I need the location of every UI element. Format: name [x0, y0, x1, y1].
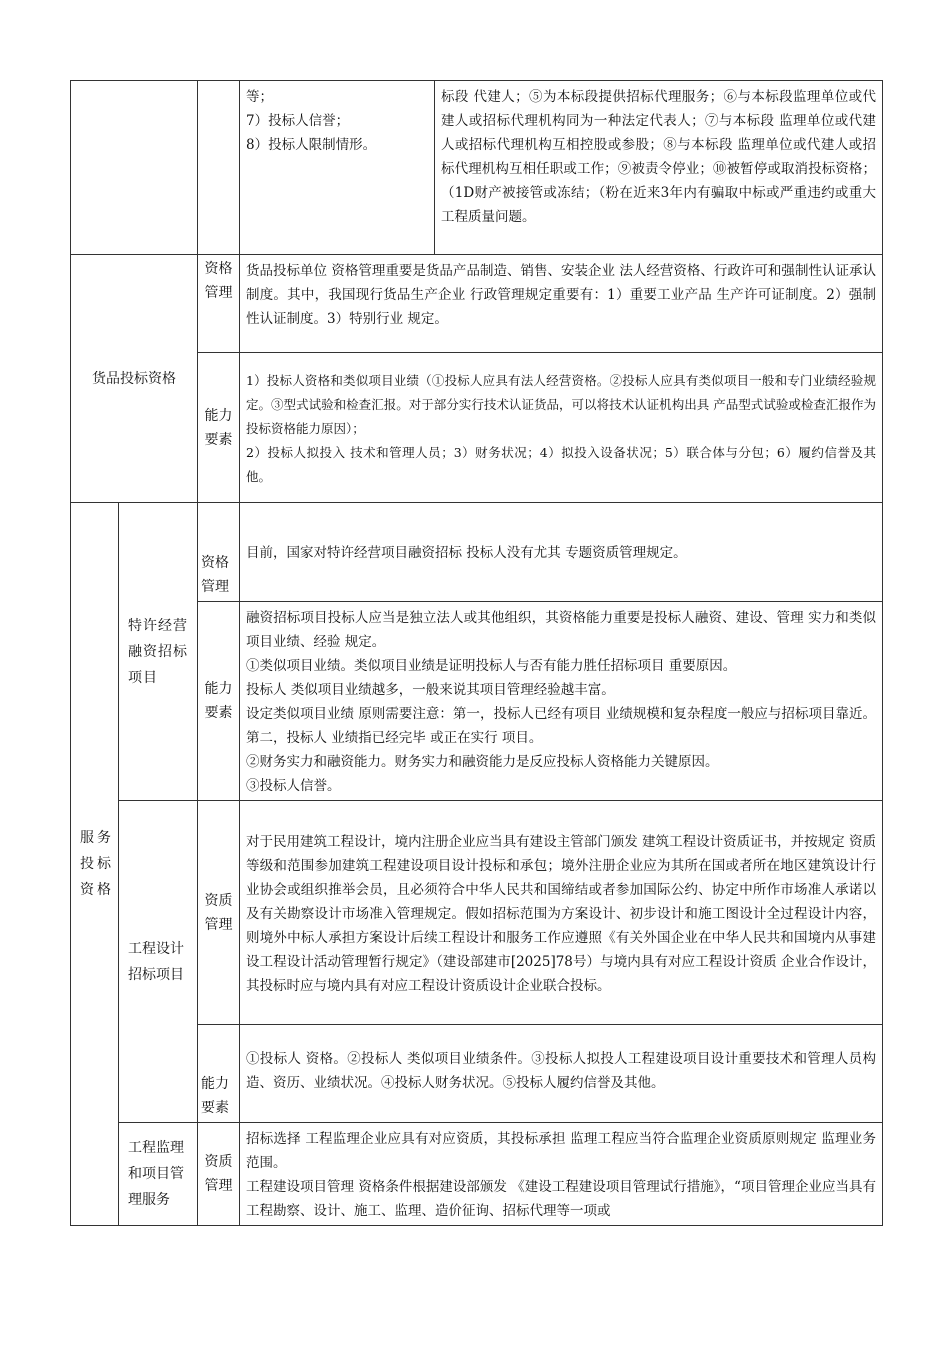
supervision-qual-cell	[240, 1123, 883, 1226]
supervision-qual-line: 工程建设项目管理 资格条件根据建设部颁发 《建设工程建设项目管理试行措施》，“项目管理企业应当具有工程勘察、设计、施工、监理、造价征询、招标代理等一项或	[246, 1179, 876, 1219]
requirements-cell	[240, 81, 435, 255]
qualification-table	[70, 80, 883, 1226]
franchise-qual-cell	[240, 503, 883, 602]
franchise-qual-text: 目前，国家对特许经营项目融资招标 投标人没有尤其 专题资质管理规定。	[246, 545, 687, 561]
design-qual-row	[71, 801, 883, 1025]
franchise-ability-label: 能力要素	[198, 602, 240, 801]
franchise-ability-line: 投标人 类似项目业绩越多，一般来说其项目管理经验越丰富。	[246, 682, 615, 698]
supervision-row	[71, 1123, 883, 1226]
franchise-ability-line: 融资招标项目投标人应当是独立法人或其他组织，其资格能力重要是投标人融资、建设、管理 实力和类似项目业绩、经验 规定。	[246, 610, 876, 650]
goods-qual-row	[71, 255, 883, 353]
goods-qual-label: 资格管理	[198, 255, 240, 353]
supervision-name: 工程监理和项目管理服务	[119, 1123, 198, 1226]
franchise-ability-line: ②财务实力和融资能力。财务实力和融资能力是反应投标人资格能力关键原因。	[246, 754, 719, 770]
goods-ability-cell	[240, 353, 883, 503]
franchise-qual-row	[71, 503, 883, 602]
design-ability-text: ①投标人 资格。②投标人 类似项目业绩条件。③投标人拟投人工程建设项目设计重要技术和管理人员构造、资历、业绩状况。④投标人财务状况。⑤投标人履约信誉及其他。	[246, 1051, 876, 1091]
goods-qual-text: 货品投标单位 资格管理重要是货品产品制造、销售、安装企业 法人经营资格、行政许可和强制性认证承认制度。其中，我国现行货品生产企业 行政管理规定重要有：1）重要工业产品 生产许可证制度。2）强制性认证制度。3）特别行业 规定。	[246, 263, 876, 327]
franchise-name: 特许经营融资招标项目	[119, 503, 198, 801]
supervision-qual-label: 资质管理	[198, 1123, 240, 1226]
franchise-ability-line: ①类似项目业绩。类似项目业绩是证明投标人与否有能力胜任招标项目 重要原因。	[246, 658, 737, 674]
empty-cell	[71, 81, 198, 255]
goods-ability-label: 能力要素	[198, 353, 240, 503]
goods-category-label: 货品投标资格	[71, 255, 198, 503]
restrictions-text: 标段 代建人；⑤为本标段提供招标代理服务；⑥与本标段监理单位或代建人或招标代理机构同为一种法定代表人；⑦与本标段 监理单位或代建人或招标代理机构互相控股或参股；⑧与本标段 监理单位或代建人或招标代理机构互相任职或工作；⑨被责令停业；⑩被暂停或取消投标资格；（1D财产被接管或冻结；（粉在近来3年内有骗取中标或严重违约或重大工程质量问题。	[441, 89, 876, 225]
design-qual-cell	[240, 801, 883, 1025]
service-category-label: 服务投标资格	[71, 503, 119, 1226]
franchise-ability-line: ③投标人信誉。	[246, 778, 341, 794]
design-name: 工程设计招标项目	[119, 801, 198, 1123]
franchise-qual-label: 资格管理	[198, 503, 240, 602]
goods-ability-text-1: 1）投标人资格和类似项目业绩（①投标人应具有法人经营资格。②投标人应具有类似项目一般和专门业绩经验规定。③型式试验和检查汇报。对于部分实行技术认证货品，可以将技术认证机构出具 产品型式试验或检查汇报作为投标资格能力原因）；	[246, 372, 876, 436]
requirement-line: 7）投标人信誉；	[246, 113, 350, 129]
requirement-line: 等；	[246, 89, 273, 105]
franchise-ability-cell	[240, 602, 883, 801]
goods-ability-text-2: 2）投标人拟投入 技术和管理人员；3）财务状况；4）拟投入设备状况；5）联合体与分包；6）履约信誉及其他。	[246, 444, 876, 484]
design-qual-label: 资质管理	[198, 801, 240, 1025]
supervision-qual-line: 招标选择 工程监理企业应具有对应资质，其投标承担 监理工程应当符合监理企业资质原则规定 监理业务范围。	[246, 1131, 876, 1171]
design-ability-cell	[240, 1025, 883, 1123]
empty-cell	[198, 81, 240, 255]
design-qual-text: 对于民用建筑工程设计，境内注册企业应当具有建设主管部门颁发 建筑工程设计资质证书，并按规定 资质等级和范围参加建筑工程建设项目设计投标和承包；境外注册企业应为其所在国或者所在地区建筑设计行业协会或组织推举会员，且必须符合中华人民共和国缔结或者参加国际公约、协定中所作市场准人承诺以及有关勘察设计市场准入管理规定。假如招标范围为方案设计、初步设计和施工图设计全过程设计内容，则境外中标人承担方案设计后续工程设计和服务工作应遵照《有关外国企业在中华人民共和国境内从事建设工程设计活动管理暂行规定》（建设部建市[2025]78号）与境内具有对应工程设计资质 企业合作设计，其投标时应与境内具有对应工程设计资质设计企业联合投标。	[246, 833, 876, 994]
goods-qual-cell	[240, 255, 883, 353]
design-ability-label: 能力要素	[198, 1025, 240, 1123]
restrictions-cell	[435, 81, 883, 255]
requirement-line: 8）投标人限制情形。	[246, 137, 377, 153]
franchise-ability-line: 设定类似项目业绩 原则需要注意：第一，投标人已经有项目 业绩规模和复杂程度一般应与招标项目靠近。第二，投标人 业绩指已经完毕 或正在实行 项目。	[246, 706, 876, 746]
continuation-row	[71, 81, 883, 255]
